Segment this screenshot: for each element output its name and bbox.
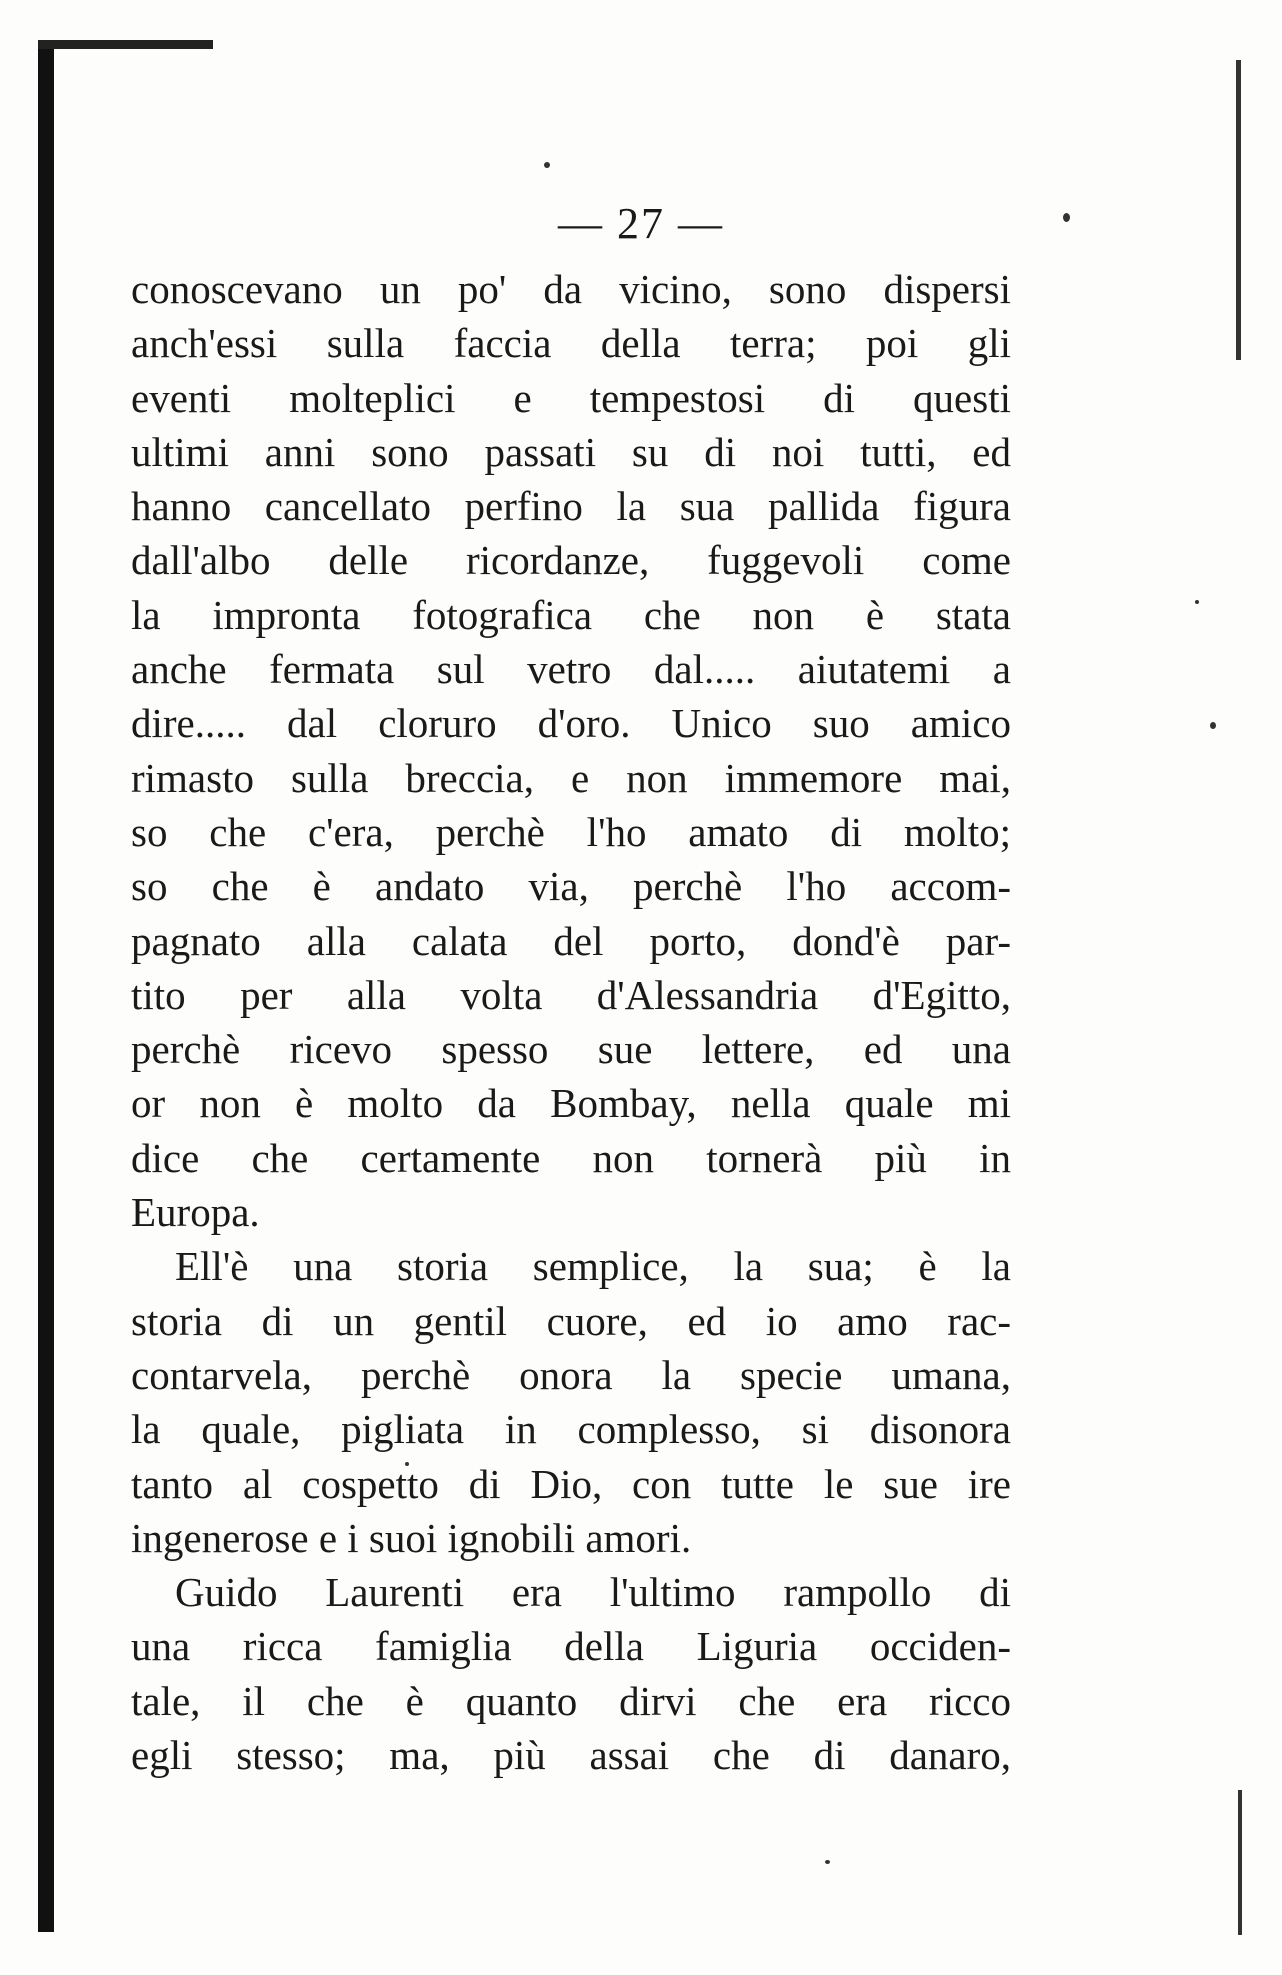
text-line: Ell'è una storia semplice, la sua; è la [175,1243,1011,1290]
scan-speck [1195,600,1199,604]
text-line: contarvela, perchè onora la specie umana, [131,1351,1011,1398]
text-line: tito per alla volta d'Alessandria d'Egitto, [131,971,1011,1018]
binding-edge-top [38,40,213,49]
text-line: una ricca famiglia della Liguria occiden- [131,1623,1011,1670]
text-line: tale, il che è quanto dirvi che era ricco [131,1677,1011,1724]
text-line: dice che certamente non tornerà più in [131,1134,1011,1181]
scan-speck [1210,722,1216,729]
text-line: so che c'era, perchè l'ho amato di molto; [131,808,1011,855]
text-line: anche fermata sul vetro dal..... aiutatemi a [131,646,1011,693]
text-line: or non è molto da Bombay, nella quale mi [131,1080,1011,1127]
page-edge-right-lower [1238,1790,1242,1935]
text-line: dall'albo delle ricordanze, fuggevoli come [131,537,1011,584]
page-number: — 27 — [558,199,724,248]
scan-speck [544,162,550,168]
text-line: la quale, pigliata in complesso, si disonora [131,1406,1011,1453]
text-line: Guido Laurenti era l'ultimo rampollo di [175,1569,1011,1616]
body-text [131,262,1011,1782]
text-line: perchè ricevo spesso sue lettere, ed una [131,1026,1011,1073]
text-line: rimasto sulla breccia, e non immemore mai, [131,754,1011,801]
text-line: eventi molteplici e tempestosi di questi [131,374,1011,421]
text-line: la impronta fotografica che non è stata [131,591,1011,638]
text-line: hanno cancellato perfino la sua pallida figura [131,483,1011,530]
text-line: ingenerose e i suoi ignobili amori. [131,1514,692,1561]
scan-speck [825,1860,830,1864]
text-line: Europa. [131,1189,260,1236]
text-line: ultimi anni sono passati su di noi tutti, ed [131,428,1011,475]
text-line: egli stesso; ma, più assai che di danaro, [131,1732,1011,1779]
text-line: conoscevano un po' da vicino, sono dispersi [131,266,1011,312]
text-line: tanto al cospetto di Dio, con tutte le sue ire [131,1460,1011,1507]
text-line: dire..... dal cloruro d'oro. Unico suo amico [131,700,1011,747]
binding-edge [38,42,54,1932]
text-line: so che è andato via, perchè l'ho accom- [131,863,1011,910]
text-line: pagnato alla calata del porto, dond'è par- [131,917,1011,964]
text-line: anch'essi sulla faccia della terra; poi gli [131,320,1011,367]
text-line: storia di un gentil cuore, ed io amo rac- [131,1297,1011,1344]
